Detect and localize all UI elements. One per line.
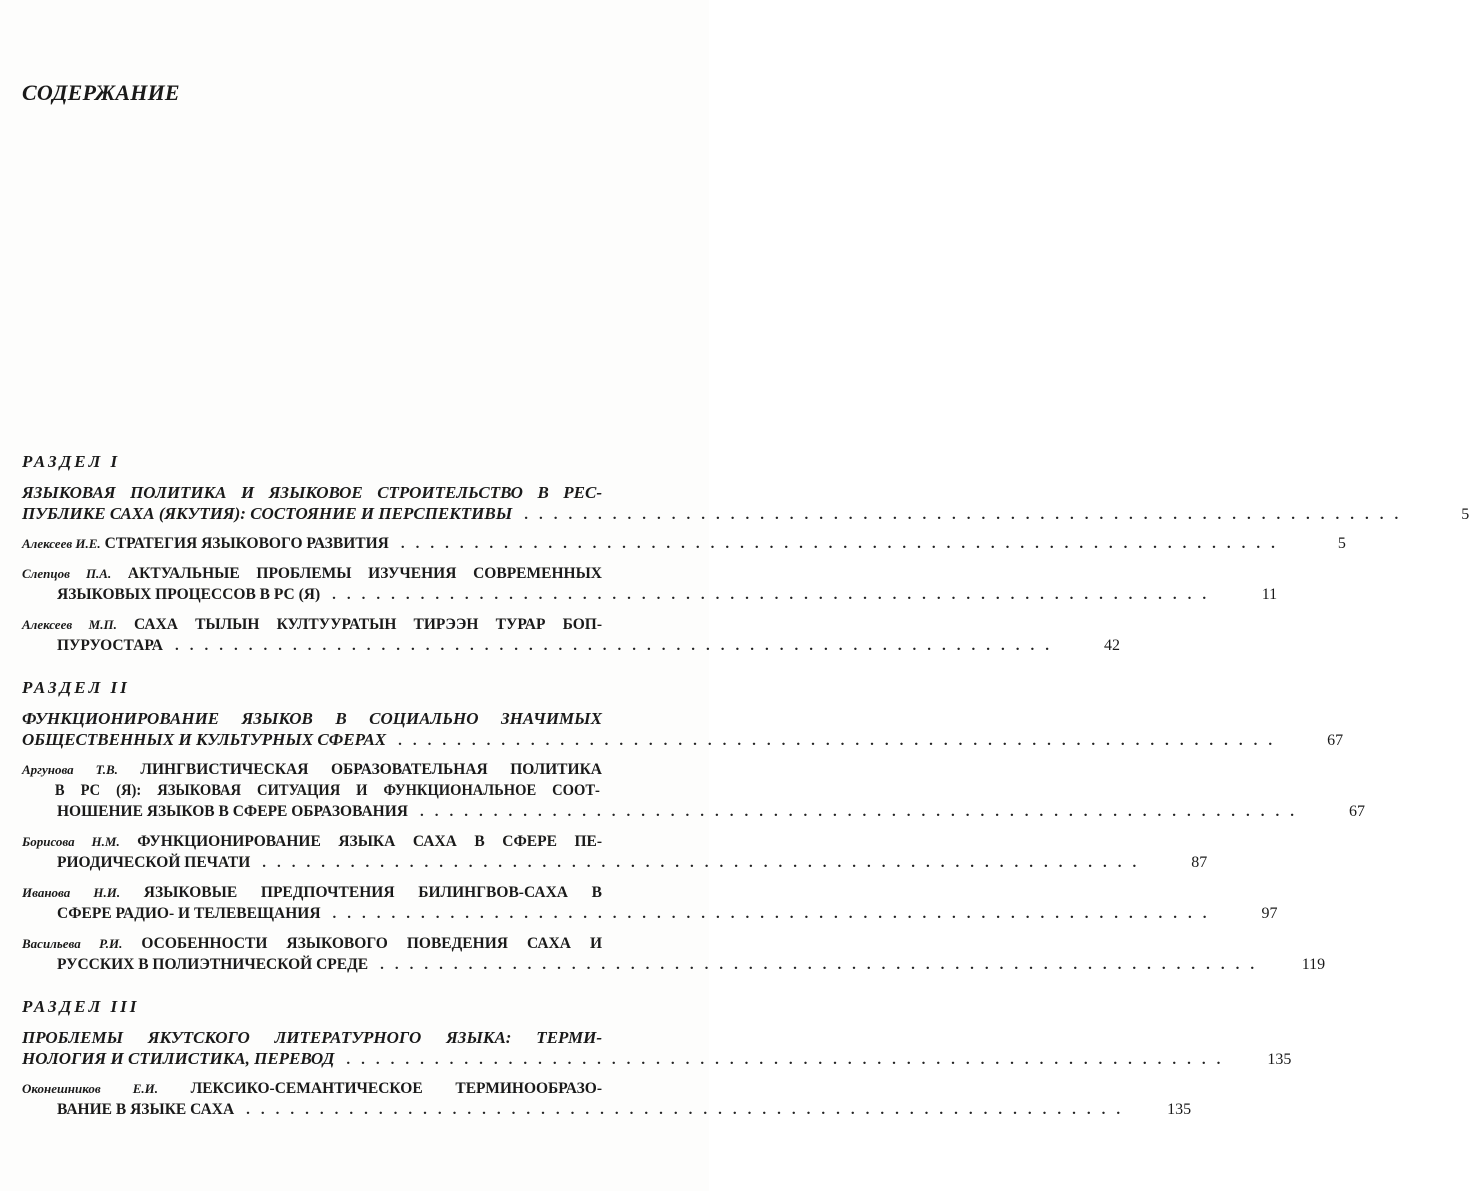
entry-title-text: В РС (Я): ЯЗЫКОВАЯ СИТУАЦИЯ И ФУНКЦИОНАЛЬНОЕ СООТ- [54, 782, 600, 799]
page-number: 97 [1261, 905, 1278, 922]
toc-line [22, 1048, 1292, 1069]
page-number: 67 [1348, 803, 1365, 820]
entry-title-text: ЛЕКСИКО-СЕМАНТИЧЕСКОЕ ТЕРМИНООБРАЗО- [190, 1080, 602, 1097]
toc-line-text [22, 1099, 234, 1120]
toc-line-text [22, 708, 602, 729]
toc-line [22, 482, 687, 503]
toc-line-text [22, 933, 602, 954]
toc-entry [22, 759, 1365, 822]
page-title: СОДЕРЖАНИЕ [22, 80, 180, 105]
page-number: 5 [1461, 506, 1469, 523]
toc-line [22, 708, 687, 729]
section-title-text: ФУНКЦИОНИРОВАНИЕ ЯЗЫКОВ В СОЦИАЛЬНО ЗНАЧИМЫХ [22, 709, 602, 728]
toc-entry [22, 563, 1278, 605]
leader-dots: ............................................................ [419, 804, 1305, 820]
entry-title-text: ЛИНГВИСТИЧЕСКАЯ ОБРАЗОВАТЕЛЬНАЯ ПОЛИТИКА [140, 761, 603, 778]
entry-title-text: САХА ТЫЛЫН КУЛТУУРАТЫН ТИРЭЭН ТУРАР БОП- [133, 616, 603, 633]
toc-line-text [22, 1048, 334, 1069]
toc-entry [22, 882, 1278, 924]
entry-author: Васильева Р.И. [22, 936, 123, 951]
toc-line-text [22, 1078, 602, 1099]
leader-dots: ............................................................ [262, 855, 1148, 871]
entry-title-text: ЯЗЫКОВЫХ ПРОЦЕССОВ В РС (Я) [57, 586, 321, 603]
entry-title-text: ОСОБЕННОСТИ ЯЗЫКОВОГО ПОВЕДЕНИЯ САХА И [141, 935, 603, 952]
entry-author: Слепцов П.А. [22, 566, 112, 581]
page-number: 135 [1267, 1051, 1292, 1068]
entry-author: Иванова Н.И. [22, 885, 121, 900]
toc-line-text [22, 584, 320, 605]
toc-line-text [22, 1027, 602, 1048]
page-number: 67 [1327, 732, 1344, 749]
page-number: 42 [1104, 637, 1120, 654]
section-title [22, 708, 1344, 750]
section-label: РАЗДЕЛ I [22, 452, 121, 471]
entry-author: Борисова Н.М. [22, 834, 120, 849]
page-number: 87 [1191, 854, 1208, 871]
leader-dots: ............................................................ [524, 507, 1410, 523]
toc-line-text [22, 729, 386, 750]
toc-line-text [22, 563, 602, 584]
toc-line-text [22, 903, 321, 924]
toc-line [22, 1027, 687, 1048]
leader-dots: ............................................................ [246, 1102, 1132, 1118]
toc-line-text [22, 503, 512, 524]
section-title-text: ОБЩЕСТВЕННЫХ И КУЛЬТУРНЫХ СФЕРАХ [22, 730, 387, 749]
toc-line [22, 1099, 1192, 1120]
toc-line-text [22, 482, 602, 503]
toc-line [22, 614, 687, 635]
toc-section [22, 676, 1365, 975]
toc-line-text [22, 882, 602, 903]
toc-entry [22, 614, 1120, 656]
toc-section [22, 450, 1469, 656]
entry-title-text: РИОДИЧЕСКОЙ ПЕЧАТИ [57, 854, 251, 871]
toc-line-text [22, 635, 163, 656]
entry-title-text: СТРАТЕГИЯ ЯЗЫКОВОГО РАЗВИТИЯ [104, 535, 389, 552]
entry-title-text: АКТУАЛЬНЫЕ ПРОБЛЕМЫ ИЗУЧЕНИЯ СОВРЕМЕННЫХ [127, 565, 602, 582]
section-title [22, 482, 1469, 524]
entry-author: Оконешников Е.И. [22, 1081, 158, 1096]
entry-title-text: РУССКИХ В ПОЛИЭТНИЧЕСКОЙ СРЕДЕ [57, 956, 369, 973]
entry-title-text: СФЕРЕ РАДИО- И ТЕЛЕВЕЩАНИЯ [57, 905, 321, 922]
toc-line [22, 533, 1346, 554]
entry-author: Алексеев И.Е. [22, 536, 101, 551]
toc-line [22, 1078, 687, 1099]
section-title-text: ПРОБЛЕМЫ ЯКУТСКОГО ЛИТЕРАТУРНОГО ЯЗЫКА: ТЕРМИ- [22, 1028, 602, 1047]
toc-line [22, 801, 1365, 822]
toc-entry [22, 831, 1208, 873]
section-label: РАЗДЕЛ III [22, 997, 140, 1016]
section-label: РАЗДЕЛ II [22, 678, 130, 697]
toc-entry [22, 1078, 1192, 1120]
page-number: 119 [1301, 956, 1326, 973]
entry-author: Алексеев М.П. [22, 617, 117, 632]
toc-line [22, 780, 687, 801]
entry-title-text: НОШЕНИЕ ЯЗЫКОВ В СФЕРЕ ОБРАЗОВАНИЯ [57, 803, 408, 820]
leader-dots: ............................................................ [332, 906, 1218, 922]
toc-section [22, 995, 1292, 1120]
toc-line-text [22, 759, 602, 780]
section-title-text: ПУБЛИКЕ САХА (ЯКУТИЯ): СОСТОЯНИЕ И ПЕРСПЕКТИВЫ [22, 504, 513, 523]
toc-entry [22, 533, 1346, 554]
leader-dots: ............................................................ [380, 957, 1266, 973]
toc-line [22, 584, 1278, 605]
entry-title-text: ФУНКЦИОНИРОВАНИЕ ЯЗЫКА САХА В СФЕРЕ ПЕ- [137, 833, 603, 850]
toc-line [22, 831, 687, 852]
entry-title-text: ЯЗЫКОВЫЕ ПРЕДПОЧТЕНИЯ БИЛИНГВОВ-САХА В [143, 884, 603, 901]
page-number: 11 [1261, 586, 1278, 603]
section-title-text: НОЛОГИЯ И СТИЛИСТИКА, ПЕРЕВОД [22, 1049, 335, 1068]
page-number: 5 [1337, 535, 1346, 552]
leader-dots: ............................................................ [332, 587, 1218, 603]
toc-line [22, 759, 687, 780]
toc-line-text [22, 801, 408, 822]
leader-dots: ............................................................ [346, 1052, 1232, 1068]
toc-line [22, 635, 1120, 656]
leader-dots: ............................................................ [398, 733, 1284, 749]
leader-dots: ............................................................ [400, 536, 1286, 552]
toc-line [22, 563, 687, 584]
toc-entry [22, 933, 1326, 975]
section-title [22, 1027, 1292, 1069]
toc-line [22, 903, 1278, 924]
toc-line-text [22, 954, 368, 975]
page-number: 135 [1167, 1101, 1192, 1118]
table-of-contents [22, 450, 1469, 1140]
toc-line [22, 882, 687, 903]
toc-line [22, 954, 1326, 975]
toc-line-text [22, 831, 602, 852]
leader-dots: ............................................................ [175, 638, 1060, 654]
toc-line [22, 729, 1344, 750]
entry-title-text: ПУРУОСТАРА [57, 637, 163, 654]
toc-line-text [22, 852, 250, 873]
toc-line-text [22, 614, 602, 635]
entry-author: Аргунова Т.В. [22, 762, 118, 777]
toc-line [22, 852, 1208, 873]
entry-title-text: ВАНИЕ В ЯЗЫКЕ САХА [57, 1101, 235, 1118]
toc-line-text [22, 780, 600, 801]
toc-line [22, 503, 1469, 524]
toc-line [22, 933, 687, 954]
section-title-text: ЯЗЫКОВАЯ ПОЛИТИКА И ЯЗЫКОВОЕ СТРОИТЕЛЬСТВО В РЕС- [22, 483, 602, 502]
toc-line-text [22, 533, 389, 554]
